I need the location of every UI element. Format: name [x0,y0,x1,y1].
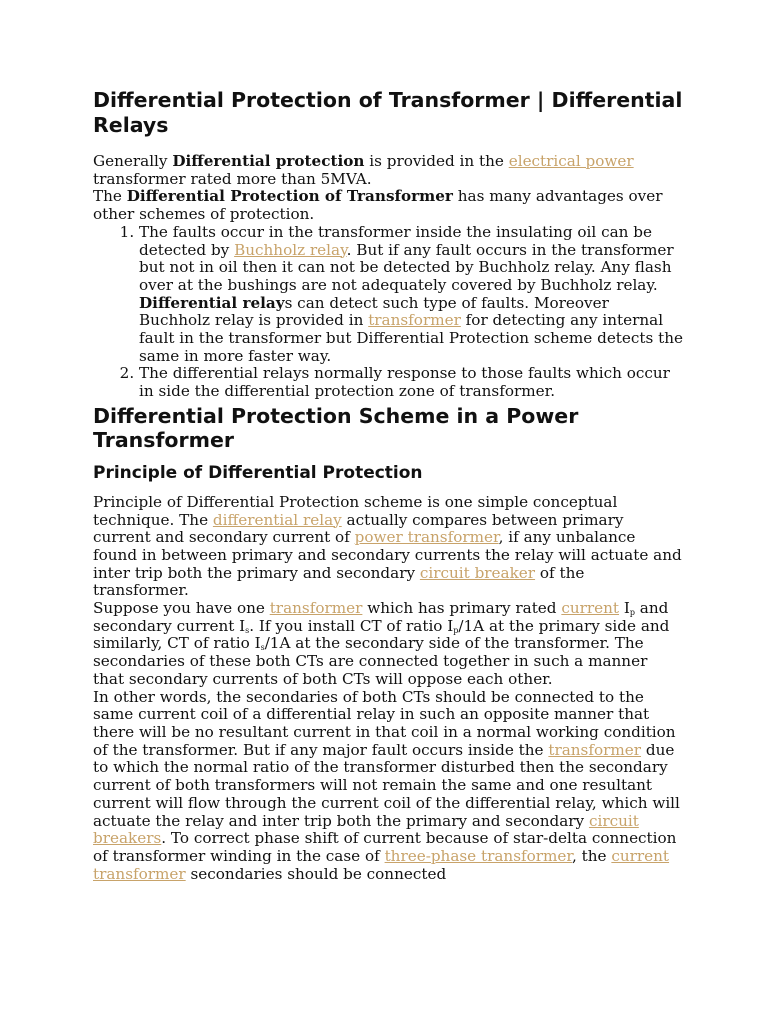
text: has many advantages over other schemes of protection. [93,187,663,224]
text: Principle of Differential Protection scheme is one simple conceptual technique. The [93,492,618,529]
text: . But if any fault occurs in the transformer but not in oil then it can not be detected by Buchholz relay. Any flash over at the bushings are not adequately covered by Buchholz relay. [139,240,674,294]
subscript: s [245,625,250,635]
link-current[interactable]: current [561,599,620,618]
text: I [619,599,630,618]
text: /1A at the secondary side of the transformer. The secondaries of these both CTs are connected together in such a manner that secondary currents of both CTs will oppose each other. [93,634,648,688]
section-heading: Differential Protection Scheme in a Power Transformer [93,403,579,453]
text: . If you install CT of ratio I [249,616,454,635]
link-buchholz-relay[interactable]: Buchholz relay [234,240,347,259]
link-current-transformer[interactable]: current transformer [93,846,670,883]
text: In other words, the secondaries of both CTs should be connected to the same current coil of a differential relay in such an opposite manner that there will be no resultant current in that coil in a normal working condition of the transformer. But if any major fault occurs inside the [93,687,676,759]
text: due to which the normal ratio of the transformer disturbed then the secondary current of both transformers will not remain the same and one resultant current will flow through the current coil of the differential relay, which will actuate the relay and inter trip both the primary and secondary [93,740,680,830]
link-transformer[interactable]: transformer [368,311,461,330]
subscript: p [453,625,459,635]
subscript: s [260,643,265,653]
text: The [93,187,127,206]
link-electrical-power[interactable]: electrical power [508,152,634,170]
link-transformer[interactable]: transformer [269,599,363,618]
text: s can detect such type of faults. Moreover Buchholz relay is provided in [139,293,609,330]
link-power-transformer[interactable]: power transformer [354,528,499,547]
link-circuit-breakers[interactable]: circuit breakers [93,811,639,848]
text: transformer rated more than 5MVA. [93,169,372,188]
sub-heading: Principle of Differential Protection [93,462,423,483]
document-page [93,84,683,883]
bold-text: Differential protection [172,152,365,170]
text: actually compares between primary current and secondary current of [93,510,624,547]
relay-paragraph [93,689,683,884]
link-differential-relay[interactable]: differential relay [212,510,342,529]
text: secondaries should be connected [185,864,447,883]
text: . To correct phase shift of current because of star-delta connection of transformer winding in the case of [93,829,677,865]
bold-text: Differential relay [139,293,285,312]
page-title: Differential Protection of Transformer | Differential Relays [93,88,683,137]
link-transformer[interactable]: transformer [548,740,642,759]
text: , if any unbalance found in between primary and secondary currents the relay will actuate and inter trip both the primary and secondary [93,528,682,582]
text: and secondary current I [93,599,669,635]
text: for detecting any internal fault in the transformer but Differential Protection scheme detects the same in more faster way. [139,311,684,365]
intro-paragraph-1 [93,153,683,188]
advantages-list [93,224,683,401]
intro-paragraph-2 [93,188,683,223]
list-item: 2. The differential relays normally response to those faults which occur in side the differential protection zone of transformer. [139,365,683,400]
link-circuit-breaker[interactable]: circuit breaker [419,563,536,582]
text: is provided in the [364,152,509,170]
bold-text: Differential Protection of Transformer [126,187,453,206]
text: /1A at the primary side and similarly, CT of ratio I [93,616,670,653]
text: Generally [93,152,173,170]
text: The faults occur in the transformer inside the insulating oil can be detected by [139,222,652,259]
text: , the [572,846,612,865]
link-three-phase-transformer[interactable]: three-phase transformer [384,846,572,865]
text: which has primary rated [362,599,562,618]
ct-paragraph [93,600,683,689]
list-item [139,224,683,366]
principle-paragraph [93,494,683,600]
text: Suppose you have one [93,599,270,618]
text: of the transformer. [93,563,585,600]
subscript: p [629,608,635,618]
